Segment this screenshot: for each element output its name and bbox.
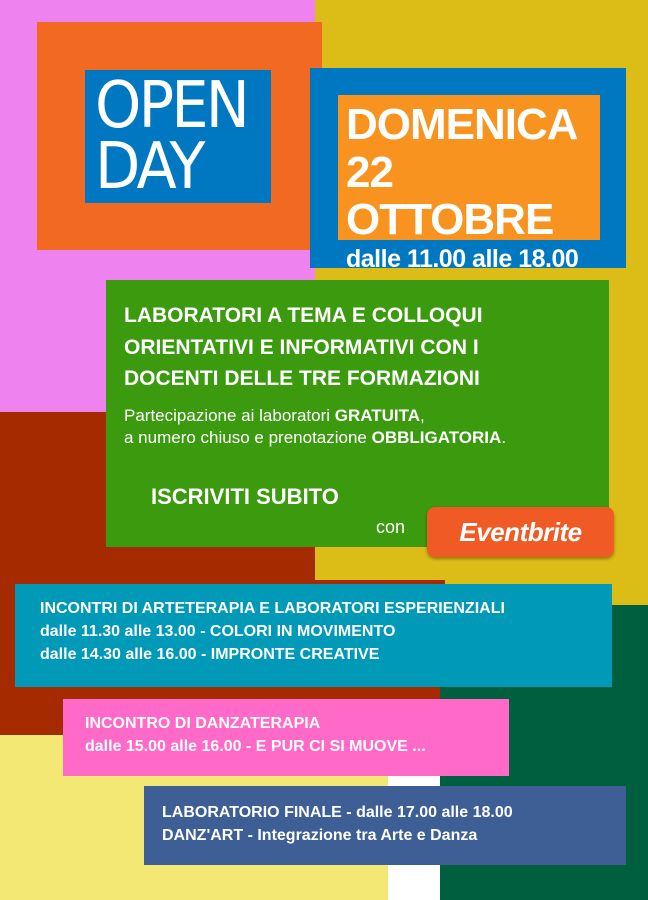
- finale-title: LABORATORIO FINALE - dalle 17.00 alle 18.00: [162, 804, 513, 821]
- date-weekday: DOMENICA: [346, 100, 578, 149]
- open-day-line2: DAY: [95, 129, 203, 204]
- participation-line: [124, 405, 609, 427]
- labs-headline-2: ORIENTATIVI E INFORMATIVI CON I: [124, 335, 479, 359]
- date-box: [338, 95, 600, 273]
- open-day-line1: OPEN: [95, 69, 248, 143]
- participation-prefix: Partecipazione ai laboratori: [124, 405, 335, 425]
- danzaterapia-slot: dalle 15.00 alle 16.00 - E PUR CI SI MUOVE ...: [85, 738, 426, 756]
- limited-line: [124, 427, 609, 449]
- participation-free: GRATUITA: [334, 405, 421, 425]
- con-text: con: [376, 517, 406, 537]
- participation-suffix: ,: [420, 405, 425, 425]
- limited-prefix: a numero chiuso e prenotazione: [124, 427, 372, 447]
- labs-headline-1: LABORATORI A TEMA E COLLOQUI: [124, 304, 483, 327]
- limited-suffix: .: [501, 427, 507, 447]
- arteterapia-title: INCONTRI DI ARTETERAPIA E LABORATORI ESPERIENZIALI: [40, 600, 505, 617]
- danzaterapia-title: INCONTRO DI DANZATERAPIA: [85, 715, 321, 732]
- arteterapia-panel: [15, 584, 612, 687]
- open-day-box: [85, 70, 271, 203]
- limited-required: OBBLIGATORIA: [371, 427, 502, 447]
- date-hours: dalle 11.00 alle 18.00: [346, 244, 579, 273]
- labs-headline-3: DOCENTI DELLE TRE FORMAZIONI: [124, 367, 480, 390]
- eventbrite-button[interactable]: Eventbrite: [427, 507, 614, 557]
- danzaterapia-panel: [63, 699, 509, 776]
- finale-subtitle: DANZ'ART - Integrazione tra Arte e Danza: [162, 827, 478, 845]
- date-day: 22 OTTOBRE: [346, 147, 554, 245]
- arteterapia-slot-2: dalle 14.30 alle 16.00 - IMPRONTE CREATIVE: [40, 646, 380, 664]
- cta-text: ISCRIVITI SUBITO: [151, 484, 339, 509]
- finale-panel: [144, 786, 626, 865]
- arteterapia-slot-1: dalle 11.30 alle 13.00 - COLORI IN MOVIMENTO: [40, 623, 396, 641]
